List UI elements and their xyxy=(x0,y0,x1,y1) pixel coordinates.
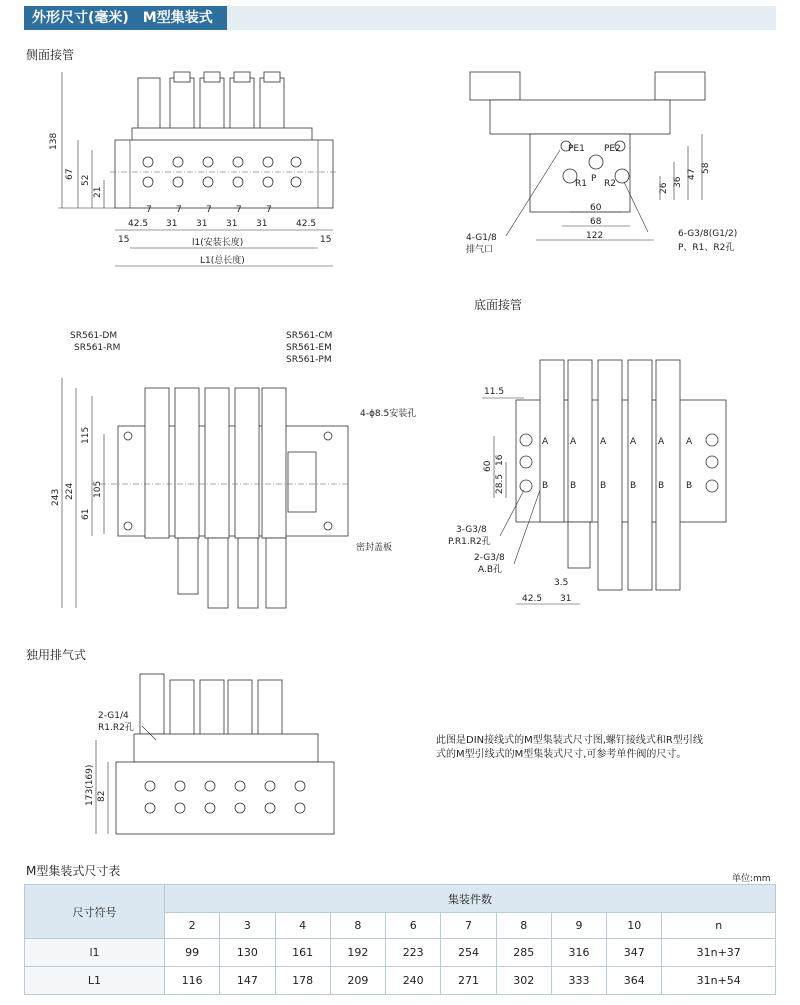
table-cell: 271 xyxy=(441,967,496,995)
dim-82: 82 xyxy=(97,790,107,802)
dim-7b: 7 xyxy=(176,205,182,215)
exhaust-port-note: 2-G1/4 xyxy=(98,711,129,721)
col-header: 6 xyxy=(386,913,441,939)
table-cell: 99 xyxy=(165,939,220,967)
table-cell: 116 xyxy=(165,967,220,995)
table-cell: 254 xyxy=(441,939,496,967)
drawing-note-line2: 式的M型引线式的M型集装式尺寸,可参考单件阀的尺寸。 xyxy=(436,749,687,760)
dim-36: 36 xyxy=(673,176,683,188)
col-header: 7 xyxy=(441,913,496,939)
col-header: n xyxy=(662,913,776,939)
dim-138: 138 xyxy=(49,132,59,150)
table-cell: 31n+37 xyxy=(662,939,776,967)
table-cell: 240 xyxy=(386,967,441,995)
drawing-side-ports-side xyxy=(466,72,737,255)
svg-text:B: B xyxy=(600,481,607,491)
label-sr561-dm: SR561-DM xyxy=(70,331,118,341)
symbol-header: 尺寸符号 xyxy=(25,885,165,939)
drawing-bottom-ports xyxy=(448,360,726,604)
svg-text:A: A xyxy=(658,437,665,447)
table-cell: 192 xyxy=(330,939,385,967)
dim-31e: 31 xyxy=(560,594,572,604)
table-cell: 285 xyxy=(496,939,551,967)
exhaust-valve-tops xyxy=(170,680,282,740)
col-header: 2 xyxy=(165,913,220,939)
svg-text:B: B xyxy=(570,481,577,491)
dim-31d: 31 xyxy=(256,219,268,229)
col-header: 8 xyxy=(496,913,551,939)
dim-26: 26 xyxy=(659,182,669,194)
port-p: P xyxy=(591,174,597,184)
col-header: 8 xyxy=(330,913,385,939)
port-pe2: PE2 xyxy=(604,144,621,154)
table-cell: 302 xyxy=(496,967,551,995)
row-label: l1 xyxy=(25,939,165,967)
dim-15b: 15 xyxy=(320,235,332,245)
page-title: 外形尺寸(毫米) M型集装式 xyxy=(24,6,227,30)
table-cell: 147 xyxy=(220,967,275,995)
col-header: 4 xyxy=(275,913,330,939)
dim-60b: 60 xyxy=(483,460,493,472)
dim-7d: 7 xyxy=(236,205,242,215)
dim-11-5: 11.5 xyxy=(484,387,505,397)
table-cell: 161 xyxy=(275,939,330,967)
dim-15a: 15 xyxy=(118,235,130,245)
svg-text:A: A xyxy=(630,437,637,447)
l1-label: l1(安装长度) xyxy=(192,238,244,248)
section-exhaust-label: 独用排气式 xyxy=(26,648,87,662)
port-note-sub: P、R1、R2孔 xyxy=(678,243,735,253)
exhaust-note-sub: 排气口 xyxy=(466,245,494,255)
port-pe1: PE1 xyxy=(568,144,585,154)
table-row xyxy=(25,967,776,995)
dim-122: 122 xyxy=(586,231,604,241)
port-note-ab-sub: A.B孔 xyxy=(478,565,503,575)
drawing-side-ports-front xyxy=(49,72,338,266)
hole-note: 4-ϕ8.5安装孔 xyxy=(360,409,417,419)
drawing-note-line1: 此图是DIN接线式的M型集装式尺寸图,螺钉接线式和R型引线 xyxy=(436,735,703,746)
col-header: 9 xyxy=(551,913,606,939)
table-cell: 209 xyxy=(330,967,385,995)
table-cell: 333 xyxy=(551,967,606,995)
label-sr561-cm: SR561-CM xyxy=(286,331,333,341)
exhaust-note: 4-G1/8 xyxy=(466,233,497,243)
table-cell: 31n+54 xyxy=(662,967,776,995)
dim-61: 61 xyxy=(81,508,91,520)
dim-58: 58 xyxy=(701,162,711,174)
dim-28-5: 28.5 xyxy=(495,473,505,494)
dim-224: 224 xyxy=(65,482,75,500)
table-cell: 347 xyxy=(607,939,662,967)
dimension-table xyxy=(24,884,776,995)
L1-label: L1(总长度) xyxy=(200,256,245,266)
svg-text:B: B xyxy=(658,481,665,491)
cover-note: 密封盖板 xyxy=(356,543,393,553)
dim-7c: 7 xyxy=(206,205,212,215)
label-sr561-pm: SR561-PM xyxy=(286,355,332,365)
port-note-prr: 3-G3/8 xyxy=(456,525,487,535)
dim-105: 105 xyxy=(93,480,103,498)
svg-text:A: A xyxy=(686,437,693,447)
label-sr561-rm: SR561-RM xyxy=(74,343,121,353)
svg-text:A: A xyxy=(542,437,549,447)
table-cell: 130 xyxy=(220,939,275,967)
svg-text:B: B xyxy=(542,481,549,491)
table-unit: 单位:mm xyxy=(732,874,771,884)
svg-text:A: A xyxy=(600,437,607,447)
col-header: 10 xyxy=(607,913,662,939)
dim-68: 68 xyxy=(590,217,602,227)
table-cell: 178 xyxy=(275,967,330,995)
dim-31a: 31 xyxy=(166,219,178,229)
section-side-label: 侧面接管 xyxy=(26,48,75,62)
table-cell: 316 xyxy=(551,939,606,967)
dim-42-5b: 42.5 xyxy=(296,219,317,229)
dim-21: 21 xyxy=(93,186,103,198)
port-note: 6-G3/8(G1/2) xyxy=(678,229,738,239)
dim-31b: 31 xyxy=(196,219,208,229)
table-cell: 364 xyxy=(607,967,662,995)
port-note-ab: 2-G3/8 xyxy=(474,553,505,563)
dim-243: 243 xyxy=(51,488,61,506)
count-header: 集装件数 xyxy=(165,885,776,913)
table-row xyxy=(25,939,776,967)
label-sr561-em: SR561-EM xyxy=(286,343,332,353)
dim-3-5: 3.5 xyxy=(554,578,569,588)
valve-columns xyxy=(145,388,286,538)
svg-text:B: B xyxy=(686,481,693,491)
port-note-prr-sub: P.R1.R2孔 xyxy=(448,537,491,547)
dim-31c: 31 xyxy=(226,219,238,229)
exhaust-port-note-sub: R1.R2孔 xyxy=(98,723,134,733)
dim-173-169: 173(169) xyxy=(85,764,95,806)
port-r2: R2 xyxy=(604,179,616,189)
dim-16: 16 xyxy=(495,454,505,466)
dim-115: 115 xyxy=(81,426,91,444)
dim-67: 67 xyxy=(65,168,75,180)
svg-text:B: B xyxy=(630,481,637,491)
dim-60: 60 xyxy=(590,203,602,213)
dim-42-5a: 42.5 xyxy=(128,219,149,229)
bottom-valve-columns xyxy=(540,360,680,590)
port-r1: R1 xyxy=(575,179,587,189)
dim-47: 47 xyxy=(687,168,697,180)
drawing-top-view xyxy=(51,331,416,608)
col-header: 3 xyxy=(220,913,275,939)
dim-42-5c: 42.5 xyxy=(522,594,543,604)
drawing-dedicated-exhaust xyxy=(85,674,334,834)
dim-7e: 7 xyxy=(266,205,272,215)
section-bottom-label: 底面接管 xyxy=(474,298,523,312)
lower-valves xyxy=(178,538,286,608)
table-cell: 223 xyxy=(386,939,441,967)
svg-text:A: A xyxy=(570,437,577,447)
dim-52: 52 xyxy=(81,174,91,186)
table-title: M型集装式尺寸表 xyxy=(26,864,121,878)
dim-7a: 7 xyxy=(146,205,152,215)
row-label: L1 xyxy=(25,967,165,995)
